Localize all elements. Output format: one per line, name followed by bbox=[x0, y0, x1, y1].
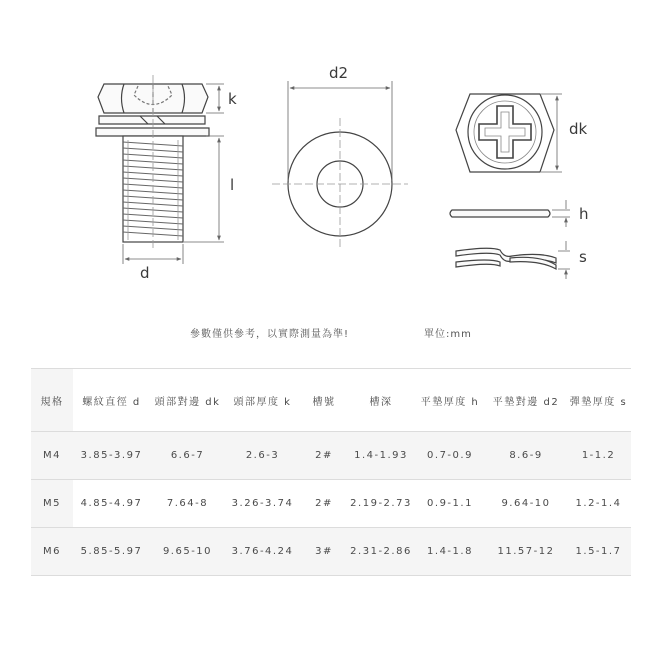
header-cell: 平墊厚度 h bbox=[414, 369, 486, 432]
table-cell: 2.31-2.86 bbox=[348, 528, 414, 576]
unit-note: 單位:mm bbox=[424, 329, 472, 340]
header-cell: 頭部厚度 k bbox=[225, 369, 300, 432]
dimension-label-l: l bbox=[230, 176, 235, 194]
table-cell: 8.6-9 bbox=[486, 432, 566, 480]
table-cell: 1.2-1.4 bbox=[566, 480, 631, 528]
table-cell: 0.9-1.1 bbox=[414, 480, 486, 528]
header-cell: 槽號 bbox=[300, 369, 348, 432]
table-cell: 7.64-8 bbox=[150, 480, 225, 528]
table-cell: M6 bbox=[31, 528, 73, 576]
table-row bbox=[31, 480, 631, 528]
dimension-label-k: k bbox=[228, 90, 237, 108]
header-cell: 頭部對邊 dk bbox=[150, 369, 225, 432]
dimension-label-dk: dk bbox=[569, 120, 588, 138]
dimension-label-h: h bbox=[579, 205, 589, 223]
table-cell: 9.64-10 bbox=[486, 480, 566, 528]
table-cell: 9.65-10 bbox=[150, 528, 225, 576]
table-cell: 2# bbox=[300, 432, 348, 480]
technical-drawing bbox=[0, 0, 660, 320]
header-cell: 彈墊厚度 s bbox=[566, 369, 631, 432]
table-cell: 1.5-1.7 bbox=[566, 528, 631, 576]
table-cell: 3.85-3.97 bbox=[73, 432, 150, 480]
table-cell: 3# bbox=[300, 528, 348, 576]
screw-side-view bbox=[96, 75, 209, 250]
dimension-label-d: d bbox=[140, 264, 150, 282]
hex-head-top-view bbox=[456, 94, 562, 172]
table-cell: 1.4-1.8 bbox=[414, 528, 486, 576]
table-row bbox=[31, 432, 631, 480]
disclaimer-note: 參數僅供參考，以實際測量為準! bbox=[190, 329, 350, 340]
table-header-row bbox=[31, 369, 631, 432]
table-row bbox=[31, 528, 631, 576]
dimension-label-s: s bbox=[579, 248, 587, 266]
table-cell: 3.76-4.24 bbox=[225, 528, 300, 576]
table-cell: 4.85-4.97 bbox=[73, 480, 150, 528]
table-cell: M5 bbox=[31, 480, 73, 528]
table-cell: 1-1.2 bbox=[566, 432, 631, 480]
header-cell: 槽深 bbox=[348, 369, 414, 432]
table-cell: 0.7-0.9 bbox=[414, 432, 486, 480]
table-cell: 2.19-2.73 bbox=[348, 480, 414, 528]
flat-washer-top-view bbox=[272, 81, 408, 250]
header-cell: 螺紋直徑 d bbox=[73, 369, 150, 432]
table-cell: M4 bbox=[31, 432, 73, 480]
table-cell: 2.6-3 bbox=[225, 432, 300, 480]
table-cell: 5.85-5.97 bbox=[73, 528, 150, 576]
table-cell: 6.6-7 bbox=[150, 432, 225, 480]
table-cell: 2# bbox=[300, 480, 348, 528]
flat-washer-side-view bbox=[450, 200, 570, 227]
header-cell: 平墊對邊 d2 bbox=[486, 369, 566, 432]
spring-washer-side-view bbox=[456, 241, 570, 279]
header-cell: 規格 bbox=[31, 369, 73, 432]
table-cell: 3.26-3.74 bbox=[225, 480, 300, 528]
spec-table bbox=[31, 368, 631, 576]
table-cell: 11.57-12 bbox=[486, 528, 566, 576]
dimension-label-d2: d2 bbox=[329, 64, 349, 82]
table-cell: 1.4-1.93 bbox=[348, 432, 414, 480]
